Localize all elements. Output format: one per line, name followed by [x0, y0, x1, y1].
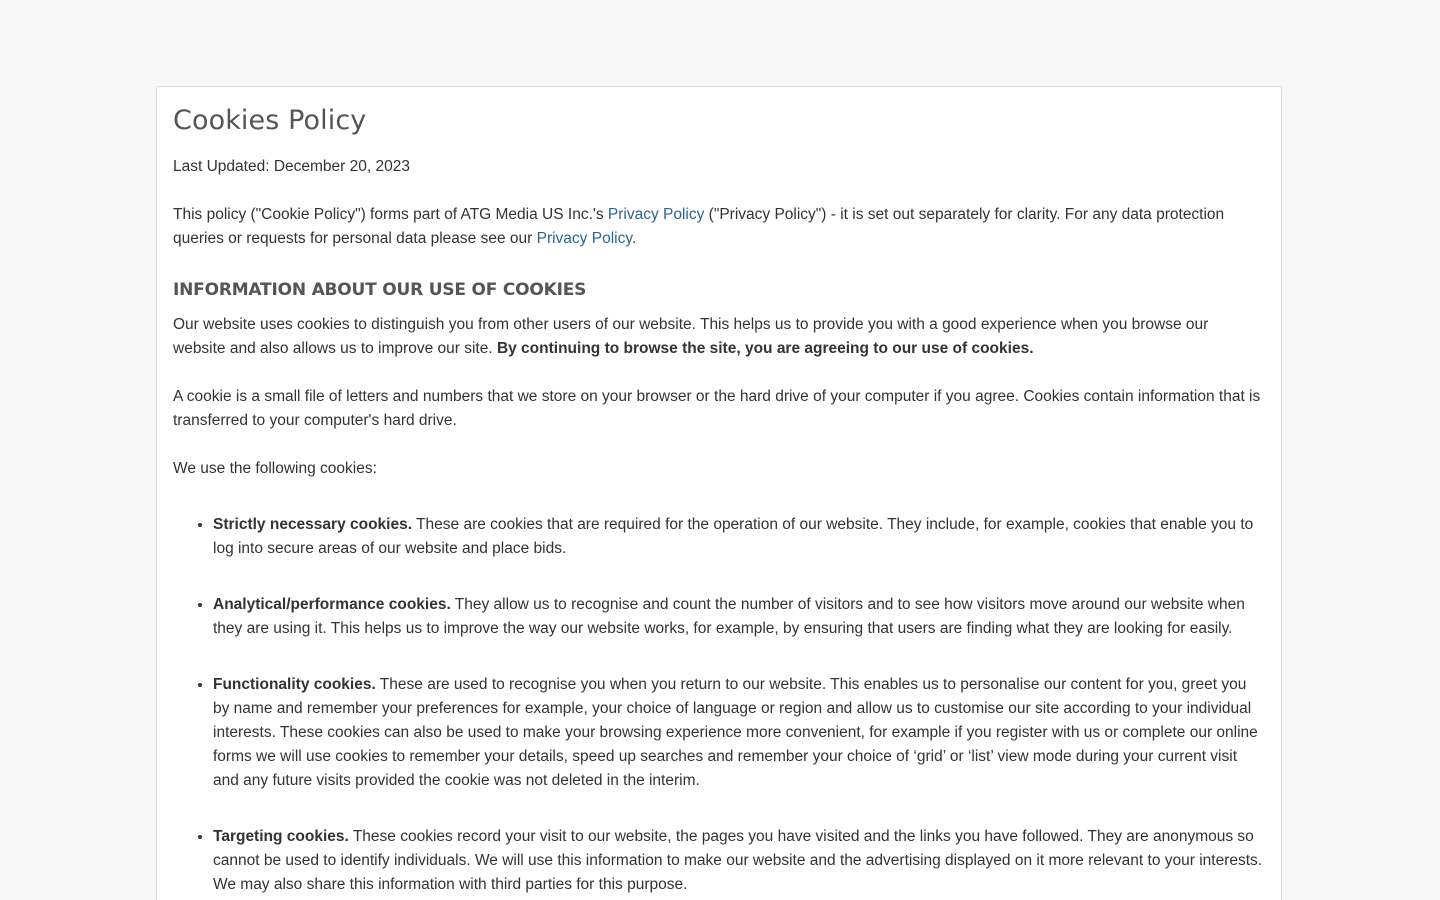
last-updated: Last Updated: December 20, 2023: [173, 158, 410, 175]
cookie-type-description: These are used to recognise you when you return to our website. This enables us to personalise our content for you, greet you by name and remember your preferences for example, your choice of language or region and allow us to customise our site according to your individual interests. These cookies can also be used to make your browsing experience more convenient, for example if you register with us or complete our online forms we will use cookies to remember your details, speed up searches and remember your choice of ‘grid’ or ‘list’ view mode during your current visit and any future visits provided the cookie was not deleted in the interim.: [213, 676, 1258, 789]
section-heading: INFORMATION ABOUT OUR USE OF COOKIES: [173, 280, 587, 300]
cookie-type-name: Analytical/performance cookies.: [213, 596, 451, 613]
list-item: [213, 825, 1265, 897]
cookie-use-text: Our website uses cookies to distinguish you from other users of our website. This helps us to provide you with a good experience when you browse our website and also allows us to improve our site.: [173, 316, 1209, 357]
intro-text-middle: ("Privacy Policy") - it is set out separately for clarity. For any data protection queries or requests for personal data please see our: [173, 206, 1225, 247]
intro-paragraph: [173, 203, 1265, 251]
privacy-policy-link-secondary[interactable]: Privacy Policy: [536, 230, 632, 247]
intro-text-end: .: [631, 230, 637, 247]
cookie-types-list: [173, 513, 1265, 897]
cookie-type-description: These cookies record your visit to our website, the pages you have visited and the links you have followed. They are anonymous so cannot be used to identify individuals. We will use this information to make our website and the advertising displayed on it more relevant to your interests. We may also share this information with third parties for this purpose.: [213, 828, 1263, 893]
list-item: [213, 673, 1265, 793]
list-item: [213, 513, 1265, 561]
cookies-policy-panel: [156, 86, 1282, 900]
list-item: [213, 593, 1265, 641]
cookie-definition-paragraph: A cookie is a small file of letters and numbers that we store on your browser or the hard drive of your computer if you agree. Cookies contain information that is transferred to your computer's hard drive.: [173, 388, 1261, 429]
page-title: Cookies Policy: [173, 105, 367, 136]
cookie-type-name: Targeting cookies.: [213, 828, 349, 845]
privacy-policy-link[interactable]: Privacy Policy: [607, 206, 705, 223]
cookie-consent-statement: By continuing to browse the site, you are agreeing to our use of cookies.: [496, 340, 1034, 357]
cookie-type-name: Strictly necessary cookies.: [213, 516, 413, 533]
cookie-type-description: These are cookies that are required for the operation of our website. They include, for example, cookies that enable you to log into secure areas of our website and place bids.: [213, 516, 1254, 557]
intro-text-start: This policy ("Cookie Policy") forms part of ATG Media US Inc.'s: [173, 206, 608, 223]
cookie-type-name: Functionality cookies.: [213, 676, 376, 693]
cookie-use-paragraph: [173, 313, 1265, 361]
cookie-type-description: They allow us to recognise and count the number of visitors and to see how visitors move around our website when they are using it. This helps us to improve the way our website works, for example, by ensuring that users are finding what they are looking for easily.: [213, 596, 1245, 637]
cookie-types-intro: We use the following cookies:: [173, 460, 377, 477]
